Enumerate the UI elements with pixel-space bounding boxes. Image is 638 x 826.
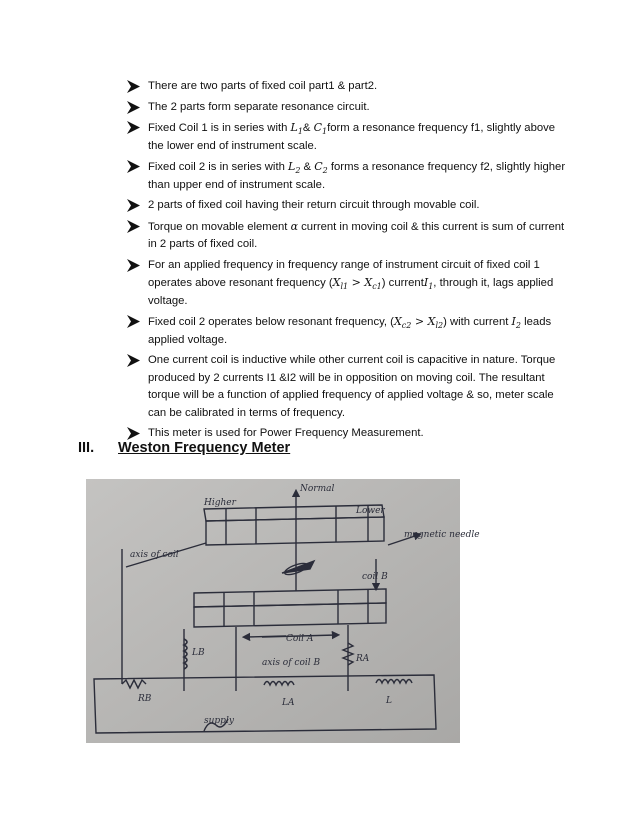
bullet-item <box>126 197 566 215</box>
arrow-bullet-icon <box>126 426 141 441</box>
bullet-item <box>126 158 566 194</box>
math-base: X <box>393 315 402 328</box>
label-axis-of-coil: axis of coil <box>130 550 179 560</box>
bullet-text: Fixed coil 2 is in series with <box>148 161 289 173</box>
math-base: C <box>313 121 323 134</box>
bullet-text: form a resonance frequency f1, slightly above the lower end of instrument scale. <box>148 122 556 152</box>
bullet-text: This meter is used for Power Frequency Measurement. <box>148 427 424 439</box>
math-symbol <box>290 121 303 137</box>
bullet-item <box>126 78 566 96</box>
bullet-text: , through it, lags applied voltage. <box>148 277 554 307</box>
label-higher: Higher <box>204 498 236 508</box>
arrow-bullet-icon <box>126 159 141 174</box>
label-l: L <box>386 696 392 706</box>
math-subscript: 2 <box>515 321 521 331</box>
math-base: > <box>411 315 428 328</box>
label-normal: Normal <box>300 484 335 494</box>
label-ra: RA <box>356 654 370 664</box>
bullet-text: There are two parts of fixed coil part1 & part2. <box>148 80 378 92</box>
bullet-text: forms a resonance frequency f2, slightly higher than upper end of instrument scale. <box>148 161 566 191</box>
arrow-bullet-icon <box>126 314 141 329</box>
label-lb: LB <box>192 648 205 658</box>
circuit-sketch <box>86 479 480 743</box>
math-subscript: 2 <box>295 166 301 176</box>
bullet-text: Fixed Coil 1 is in series with <box>148 122 291 134</box>
label-rb: RB <box>138 694 152 704</box>
math-symbol <box>511 315 521 331</box>
math-base: X <box>427 315 436 328</box>
bullet-text: ) with current <box>443 316 512 328</box>
math-symbol <box>423 276 434 292</box>
bullet-text: 2 parts of fixed coil having their return circuit through movable coil. <box>148 199 480 211</box>
bullet-item <box>126 119 566 155</box>
math-subscript: 1 <box>297 127 303 137</box>
math-base: L <box>290 121 298 134</box>
bullet-text: One current coil is inductive while other current coil is capacitive in nature. Torque produced by 2 currents I1 &I2 will be in opposition on moving coil. The resultant torque will be a function of applied frequency of applied voltage & so, meter scale can be calibrated in terms of frequency. <box>148 354 556 419</box>
math-symbol <box>364 276 382 292</box>
math-symbol <box>348 276 364 289</box>
bullet-text: current in moving coil & this current is sum of current in 2 parts of fixed coil. <box>148 220 565 250</box>
section-heading <box>78 440 290 456</box>
math-base: X <box>332 276 341 289</box>
math-base: > <box>348 276 365 289</box>
math-symbol <box>314 160 328 176</box>
bullet-text: Torque on movable element <box>148 220 291 233</box>
bullet-text: & <box>300 161 315 173</box>
arrow-bullet-icon <box>126 258 141 273</box>
weston-frequency-meter-figure <box>86 479 480 743</box>
math-base: I <box>423 276 429 289</box>
arrow-bullet-icon <box>126 198 141 213</box>
math-symbol <box>411 315 427 328</box>
math-subscript: 2 <box>322 166 328 176</box>
arrow-bullet-icon <box>126 120 141 135</box>
bullet-text: leads applied voltage. <box>148 316 552 346</box>
bullet-text: Fixed coil 2 operates below resonant frequency, ( <box>148 316 394 328</box>
math-subscript: 1 <box>428 282 434 292</box>
bullet-item <box>126 99 566 117</box>
math-symbol <box>313 121 328 137</box>
math-base: L <box>288 160 296 173</box>
bullet-item <box>126 218 566 254</box>
section-title: Weston Frequency Meter <box>118 440 291 456</box>
arrow-bullet-icon <box>126 353 141 368</box>
math-subscript: l2 <box>435 321 444 331</box>
label-axis-of-coil-b: axis of coil B <box>262 658 321 668</box>
math-base: I <box>511 315 516 328</box>
label-supply: supply <box>204 716 234 726</box>
bullet-text: & <box>302 122 314 134</box>
bullet-text: ) current <box>381 277 424 289</box>
math-base: C <box>314 160 323 173</box>
bullet-item <box>126 257 566 311</box>
math-symbol <box>291 220 298 233</box>
label-la: LA <box>282 698 295 708</box>
math-symbol <box>427 315 444 331</box>
arrow-bullet-icon <box>126 219 141 234</box>
bullet-list <box>126 78 566 446</box>
section-number: III. <box>78 440 95 456</box>
math-subscript: c2 <box>401 321 412 331</box>
label-coil-a: Coil A <box>286 634 314 644</box>
arrow-bullet-icon <box>126 79 141 94</box>
math-symbol <box>288 160 301 176</box>
label-magnetic-needle <box>404 530 480 540</box>
math-subscript: c1 <box>372 282 382 292</box>
arrow-bullet-icon <box>126 100 141 115</box>
label-coil-b: coil B <box>362 572 388 582</box>
math-symbol <box>393 315 412 331</box>
bullet-text: The 2 parts form separate resonance circuit. <box>148 100 370 113</box>
label-lower: Lower <box>356 506 385 516</box>
label-magnetic-needle-text: magnetic needle <box>404 530 480 540</box>
math-symbol <box>332 276 349 292</box>
math-subscript: l1 <box>340 282 349 292</box>
bullet-item <box>126 352 566 422</box>
math-base: α <box>290 219 298 233</box>
math-subscript: 1 <box>322 127 328 137</box>
math-base: X <box>364 276 373 289</box>
bullet-text: For an applied frequency in frequency range of instrument circuit of fixed coil 1 operates above resonant frequency ( <box>148 258 540 289</box>
bullet-item <box>126 313 566 349</box>
